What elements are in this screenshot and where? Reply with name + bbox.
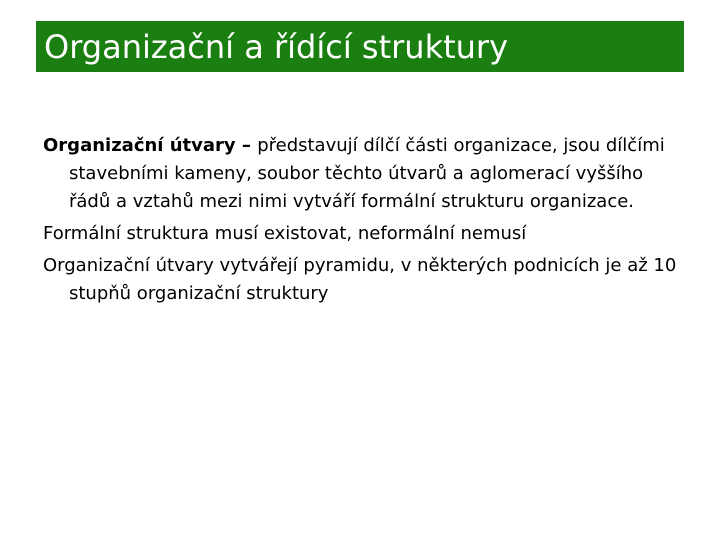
paragraph-text: Formální struktura musí existovat, neformální nemusí: [43, 223, 527, 244]
paragraph-definition: představují dílčí části organizace, jsou dílčími stavebními kameny, soubor těchto útvarů a aglomerací vyššího řádů a vztahů mezi nimi vytváří formální strukturu organizace.: [69, 135, 665, 212]
slide-title: Organizační a řídící struktury: [44, 28, 509, 66]
slide-title-bar: [36, 21, 684, 72]
paragraph-formal-structure: [43, 220, 683, 248]
paragraph-pyramid: [43, 252, 683, 308]
paragraph-text: Organizační útvary vytvářejí pyramidu, v některých podnicích je až 10 stupňů organizační struktury: [43, 255, 677, 304]
paragraph-term: Organizační útvary –: [43, 135, 258, 156]
paragraph-organizational-units: [43, 132, 683, 216]
slide-content: [43, 132, 683, 308]
